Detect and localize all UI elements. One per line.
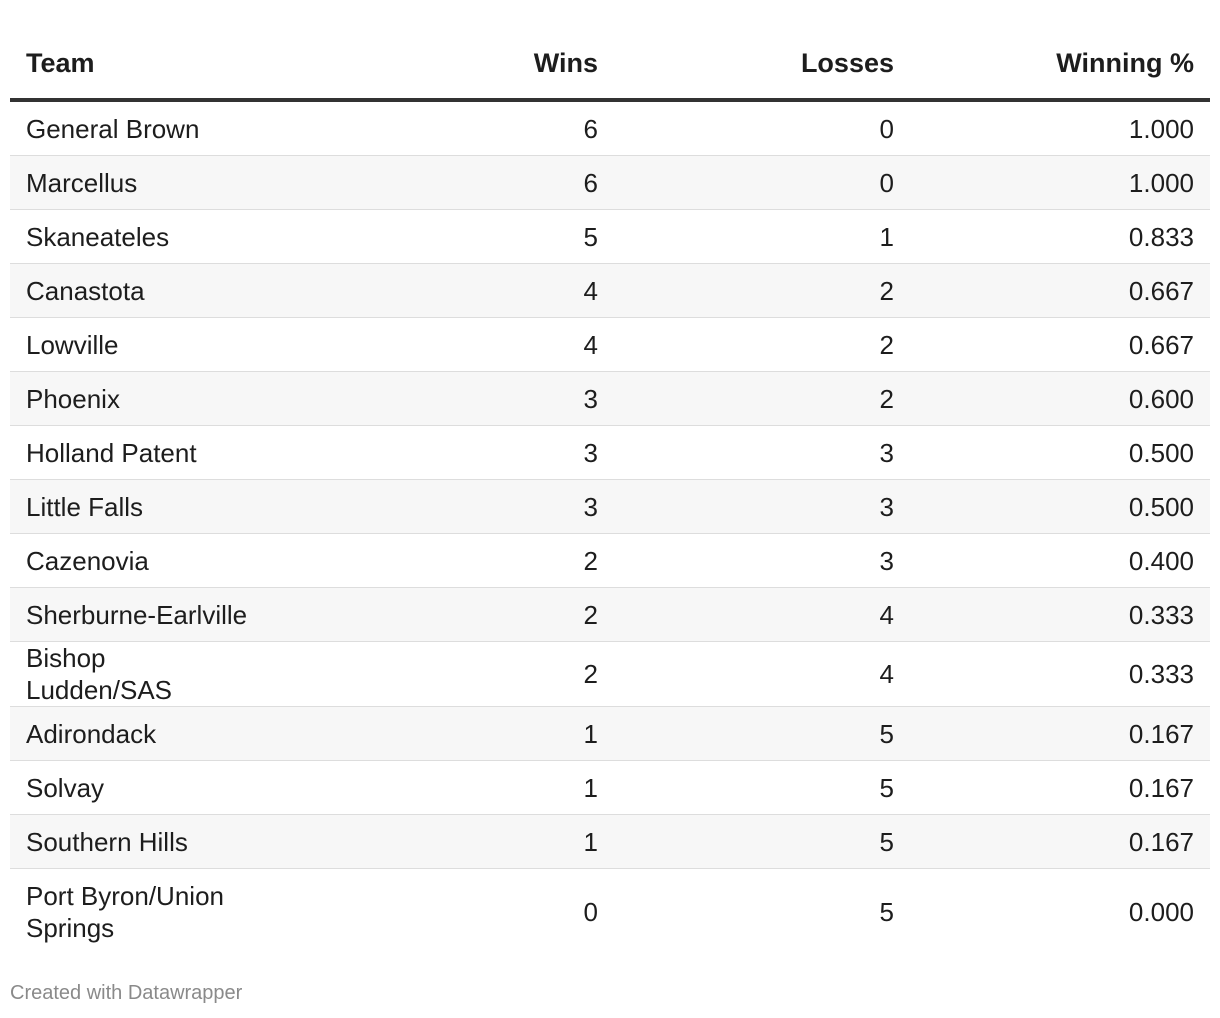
wins-cell: 4 — [302, 318, 614, 372]
winning-pct-cell: 0.667 — [910, 264, 1210, 318]
team-name-text: Holland Patent — [26, 437, 197, 468]
winning-pct-cell: 1.000 — [910, 156, 1210, 210]
winning-pct-cell: 0.400 — [910, 534, 1210, 588]
winning-pct-cell: 0.167 — [910, 815, 1210, 869]
wins-cell: 3 — [302, 426, 614, 480]
table-row — [10, 534, 1210, 588]
team-name-cell — [10, 156, 302, 210]
team-name-text: General Brown — [26, 113, 200, 144]
team-name-text: Cazenovia — [26, 545, 149, 576]
team-name-text: Port Byron/Union Springs — [26, 881, 224, 943]
wins-cell: 6 — [302, 156, 614, 210]
losses-cell: 0 — [614, 156, 910, 210]
table-body — [10, 100, 1210, 955]
datawrapper-credit: Created with Datawrapper — [10, 982, 243, 1004]
winning-pct-cell: 0.333 — [910, 588, 1210, 642]
wins-cell: 3 — [302, 480, 614, 534]
losses-cell: 0 — [614, 100, 910, 156]
team-name-cell — [10, 318, 302, 372]
team-name-cell — [10, 642, 302, 707]
wins-cell: 1 — [302, 761, 614, 815]
team-name-cell — [10, 761, 302, 815]
wins-cell: 5 — [302, 210, 614, 264]
header-row — [10, 28, 1210, 100]
wins-cell: 0 — [583, 897, 598, 927]
team-name-cell — [10, 100, 302, 156]
team-name-text: Little Falls — [26, 491, 144, 522]
winning-pct-cell: 0.167 — [910, 761, 1210, 815]
team-name-cell — [10, 210, 302, 264]
losses-cell: 5 — [614, 707, 910, 761]
table-row — [10, 372, 1210, 426]
team-name-cell — [10, 264, 302, 318]
team-name-text: Phoenix — [26, 383, 120, 414]
winning-pct-cell: 0.833 — [910, 210, 1210, 264]
winning-pct-cell: 0.333 — [910, 642, 1210, 707]
column-header-wins: Wins — [302, 28, 614, 100]
table-header — [10, 28, 1210, 100]
standings-table — [10, 28, 1210, 955]
standings-table-container — [10, 28, 1210, 955]
losses-cell: 4 — [614, 588, 910, 642]
winning-pct-cell: 0.500 — [910, 426, 1210, 480]
team-name-text: Canastota — [26, 275, 145, 306]
team-name-text: Solvay — [26, 772, 105, 803]
team-name-cell — [10, 815, 302, 869]
team-name-text: Skaneateles — [26, 221, 170, 252]
team-name-text: Lowville — [26, 329, 119, 360]
column-header-team: Team — [10, 28, 302, 100]
table-row — [10, 869, 1210, 956]
wins-cell: 2 — [302, 588, 614, 642]
team-name-text: Southern Hills — [26, 826, 188, 857]
losses-cell: 3 — [614, 480, 910, 534]
team-name-cell — [10, 869, 302, 956]
losses-cell: 2 — [614, 318, 910, 372]
team-name-text: Sherburne-Earlville — [26, 599, 248, 630]
table-row — [10, 318, 1210, 372]
wins-cell: 2 — [302, 642, 614, 707]
table-row — [10, 100, 1210, 156]
team-name-text: Bishop Ludden/SAS — [26, 643, 173, 705]
table-row — [10, 156, 1210, 210]
table-row — [10, 761, 1210, 815]
losses-cell: 5 — [614, 815, 910, 869]
losses-cell: 3 — [614, 534, 910, 588]
losses-cell: 4 — [614, 642, 910, 707]
losses-cell: 1 — [614, 210, 910, 264]
winning-pct-cell: 0.667 — [910, 318, 1210, 372]
column-header-winning-pct: Winning % — [910, 28, 1210, 100]
winning-pct-cell: 1.000 — [910, 100, 1210, 156]
team-name-cell — [10, 588, 302, 642]
wins-cell: 6 — [302, 100, 614, 156]
table-row — [10, 588, 1210, 642]
table-row — [10, 815, 1210, 869]
column-header-losses: Losses — [614, 28, 910, 100]
table-row — [10, 264, 1210, 318]
wins-cell: 3 — [302, 372, 614, 426]
losses-cell: 3 — [614, 426, 910, 480]
team-name-text: Adirondack — [26, 718, 157, 749]
winning-pct-cell: 0.000 — [1128, 897, 1194, 927]
team-name-cell — [10, 480, 302, 534]
winning-pct-cell: 0.167 — [910, 707, 1210, 761]
losses-cell: 5 — [879, 897, 894, 927]
wins-cell: 1 — [302, 815, 614, 869]
table-row — [10, 426, 1210, 480]
team-name-cell — [10, 372, 302, 426]
team-name-cell — [10, 707, 302, 761]
losses-cell: 2 — [614, 264, 910, 318]
winning-pct-cell: 0.500 — [910, 480, 1210, 534]
table-row — [10, 707, 1210, 761]
winning-pct-cell: 0.600 — [910, 372, 1210, 426]
table-row — [10, 642, 1210, 707]
team-name-cell — [10, 534, 302, 588]
losses-cell: 2 — [614, 372, 910, 426]
losses-cell: 5 — [614, 761, 910, 815]
table-row — [10, 480, 1210, 534]
wins-cell: 2 — [302, 534, 614, 588]
table-row — [10, 210, 1210, 264]
team-name-text: Marcellus — [26, 167, 138, 198]
team-name-cell — [10, 426, 302, 480]
wins-cell: 1 — [302, 707, 614, 761]
wins-cell: 4 — [302, 264, 614, 318]
